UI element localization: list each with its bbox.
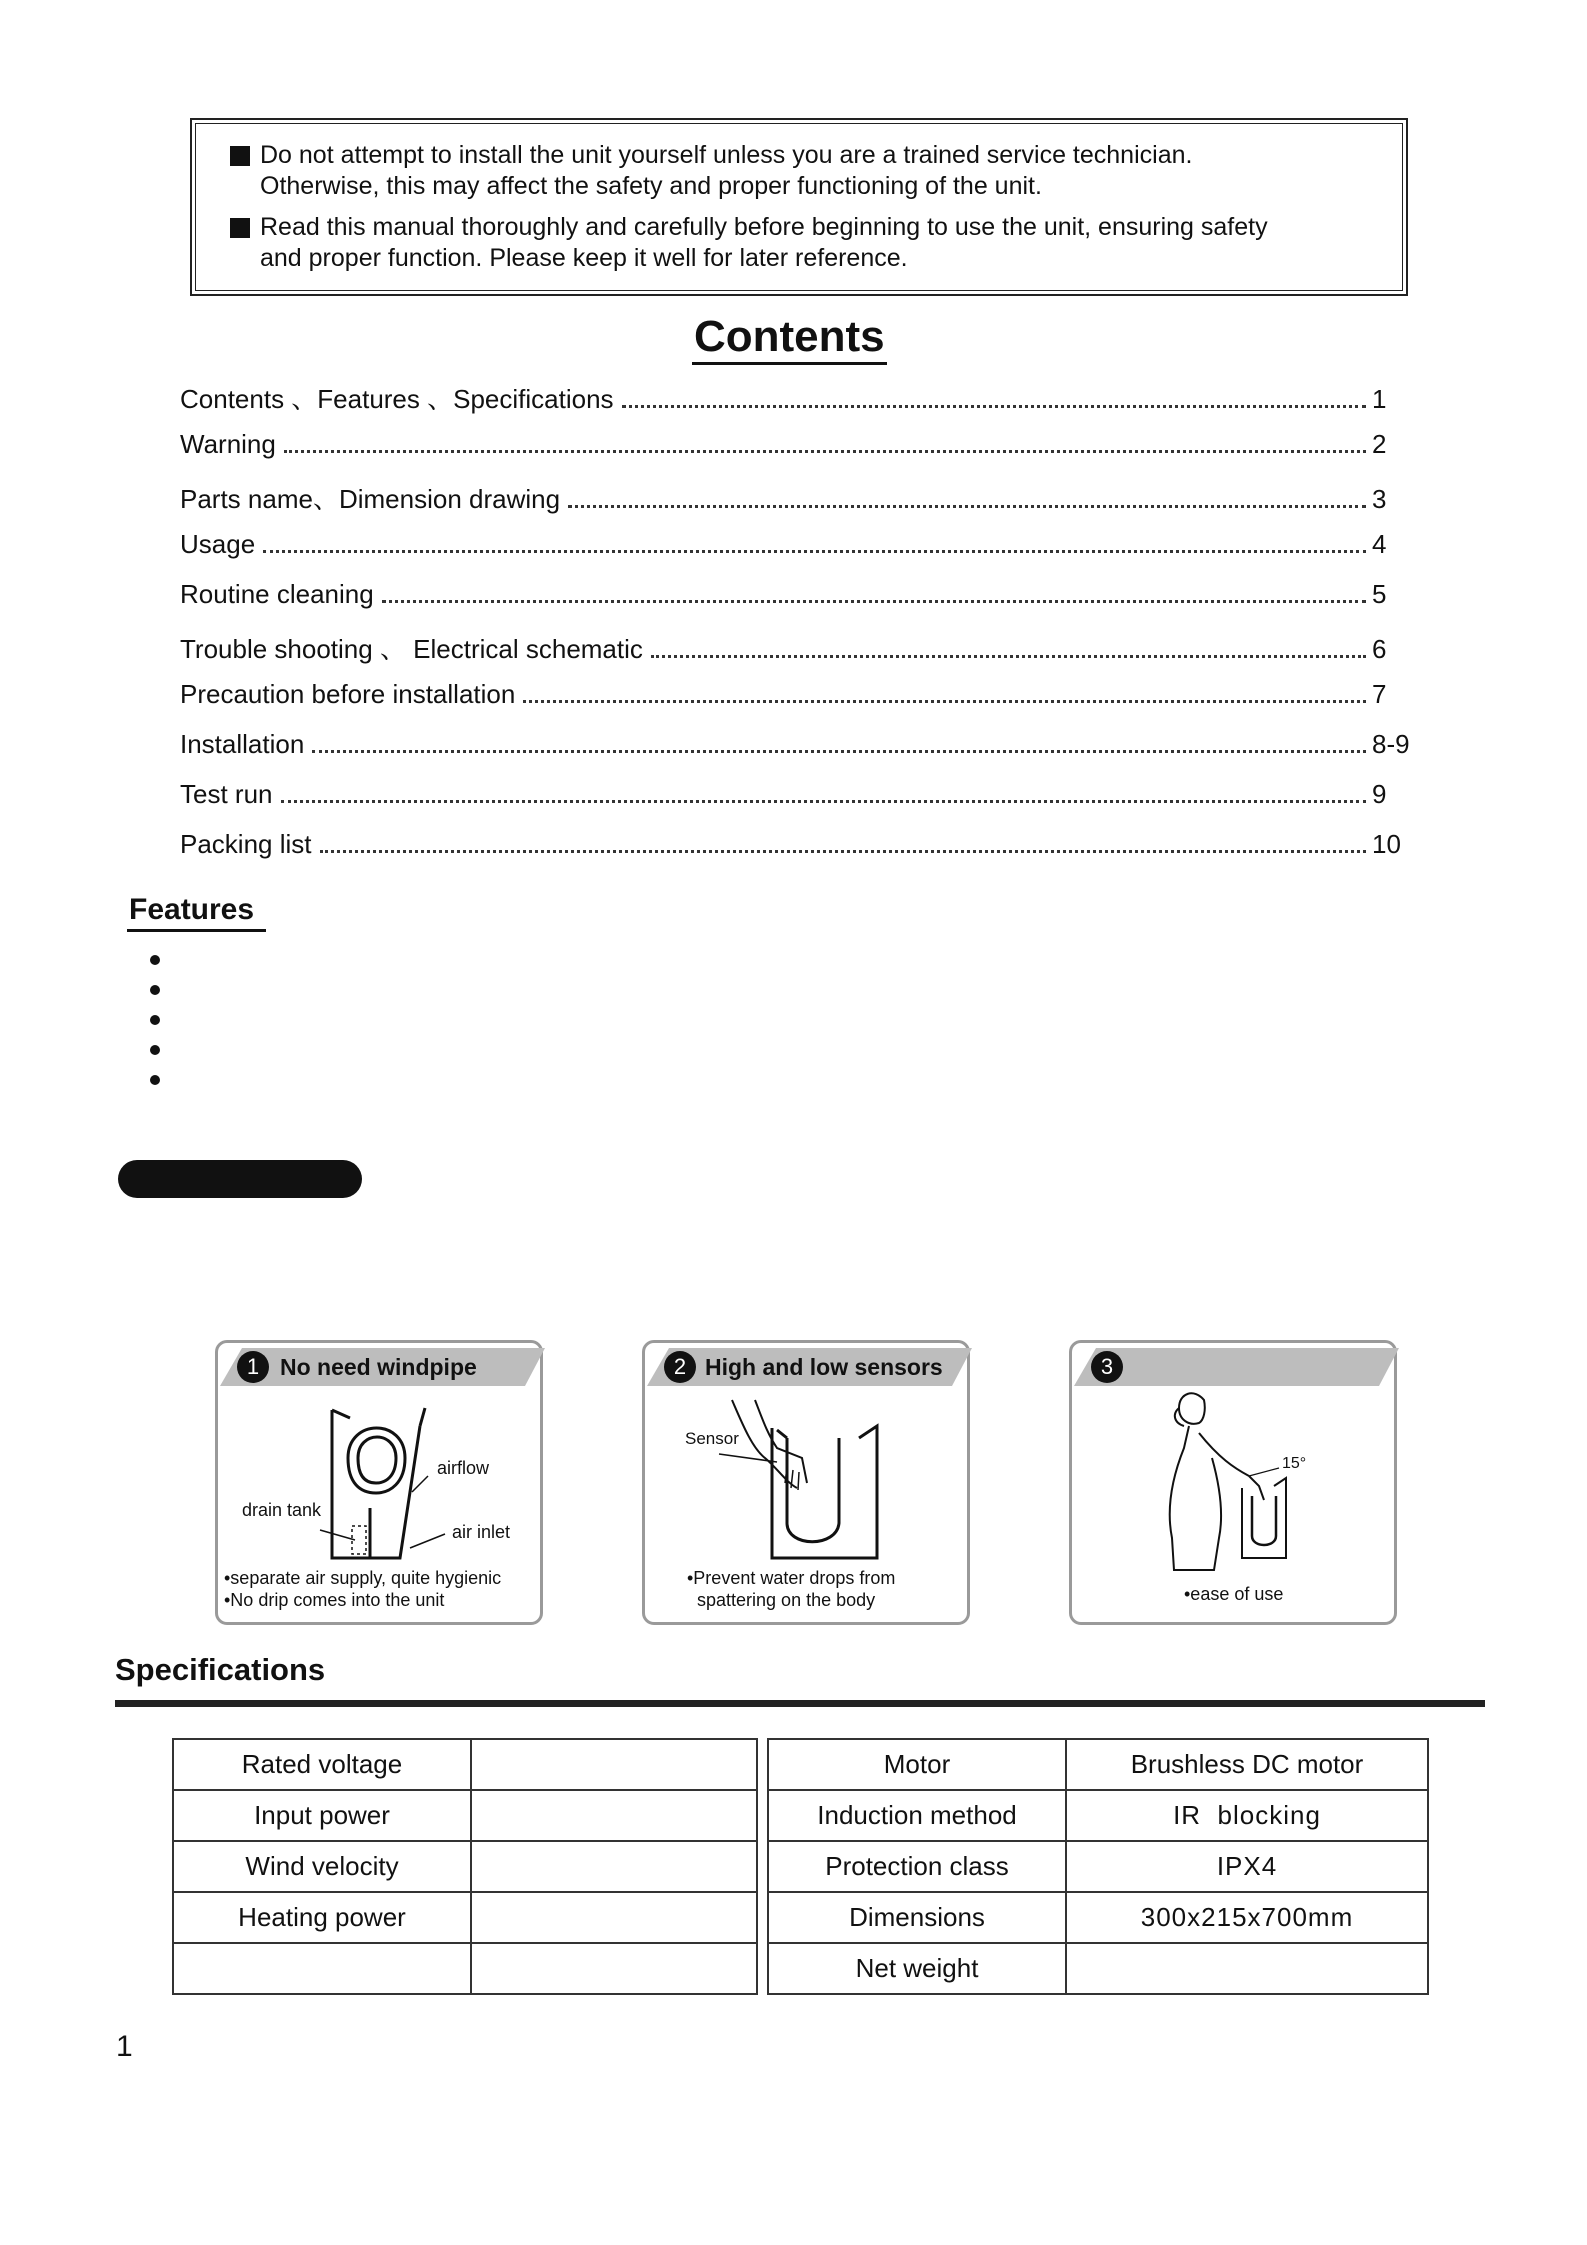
table-row: Heating power	[173, 1892, 757, 1943]
feature-card-3-graphic	[1054, 1308, 1414, 1628]
square-bullet-icon	[230, 218, 250, 238]
leader-dots	[622, 405, 1366, 408]
table-row: Protection class IPX4	[768, 1841, 1428, 1892]
toc-row[interactable]: Trouble shooting 、 Electrical schematic 6	[180, 634, 1387, 664]
svg-text:3: 3	[1100, 1354, 1114, 1379]
bullet-icon	[150, 985, 160, 995]
leader-dots	[281, 800, 1367, 803]
features-title: Features	[127, 893, 266, 932]
svg-text:drain tank: drain tank	[242, 1500, 322, 1520]
toc-row[interactable]: Packing list 10	[180, 829, 1401, 859]
table-row: Dimensions 300x215x700mm	[768, 1892, 1428, 1943]
specifications-title: Specifications	[115, 1652, 326, 1687]
toc-row[interactable]: Precaution before installation 7	[180, 679, 1387, 709]
page-number: 1	[116, 2030, 133, 2063]
leader-dots	[263, 550, 1366, 553]
toc-row[interactable]: Usage 4	[180, 529, 1387, 559]
feature-card-1-graphic	[200, 1308, 560, 1628]
table-row: Motor Brushless DC motor	[768, 1739, 1428, 1790]
leader-dots	[284, 450, 1366, 453]
square-bullet-icon	[230, 146, 250, 166]
svg-text:•No drip comes into the unit: •No drip comes into the unit	[224, 1590, 445, 1610]
toc-row[interactable]: Warning 2	[180, 429, 1387, 459]
notice-box	[190, 118, 1408, 296]
bullet-icon	[150, 955, 160, 965]
notice-item	[230, 140, 1372, 202]
svg-text:airflow: airflow	[437, 1458, 490, 1478]
toc-row[interactable]: Parts name、Dimension drawing 3	[180, 484, 1387, 514]
bullet-icon	[150, 1075, 160, 1085]
spec-table-left	[172, 1738, 758, 1995]
hand-sensor-icon	[732, 1400, 877, 1558]
svg-text:2: 2	[673, 1354, 687, 1379]
notice-text: Do not attempt to install the unit yourself unless you are a trained service technician.	[260, 141, 1193, 169]
svg-text:High and low sensors: High and low sensors	[705, 1354, 943, 1380]
notice-text: and proper function. Please keep it well for later reference.	[260, 244, 908, 272]
toc-row[interactable]: Contents 、Features 、Specifications 1	[180, 384, 1387, 414]
leader-dots	[523, 700, 1366, 703]
notice-text: Read this manual thoroughly and carefully before beginning to use the unit, ensuring safety	[260, 213, 1268, 241]
table-row	[173, 1943, 757, 1994]
table-row: Rated voltage	[173, 1739, 757, 1790]
person-using-dryer-icon	[1170, 1393, 1286, 1570]
section-rule	[115, 1700, 1485, 1707]
leader-dots	[651, 655, 1366, 658]
leader-dots	[568, 505, 1366, 508]
features-bullet-list	[150, 955, 160, 1105]
leader-dots	[312, 750, 1366, 753]
dryer-airflow-icon	[332, 1408, 425, 1558]
table-row: Induction method IR blocking	[768, 1790, 1428, 1841]
svg-text:15°: 15°	[1282, 1455, 1307, 1472]
toc-row[interactable]: Routine cleaning 5	[180, 579, 1387, 609]
spec-table-right	[767, 1738, 1429, 1995]
svg-text:Sensor: Sensor	[685, 1429, 739, 1448]
leader-dots	[382, 600, 1366, 603]
contents-title: Contents	[692, 312, 887, 365]
svg-text:•separate air supply, quite hy: •separate air supply, quite hygienic	[224, 1568, 502, 1588]
svg-text:1: 1	[246, 1354, 260, 1379]
notice-text: Otherwise, this may affect the safety and proper functioning of the unit.	[260, 172, 1042, 200]
table-row: Wind velocity	[173, 1841, 757, 1892]
feature-card-2-graphic	[627, 1308, 987, 1628]
section-pill-label	[118, 1160, 362, 1198]
table-of-contents	[180, 379, 1410, 879]
bullet-icon	[150, 1045, 160, 1055]
toc-row[interactable]: Installation 8-9	[180, 729, 1410, 759]
svg-text:air inlet: air inlet	[452, 1522, 511, 1542]
bullet-icon	[150, 1015, 160, 1025]
svg-text:•Prevent water drops from: •Prevent water drops from	[687, 1568, 896, 1588]
svg-text:No need windpipe: No need windpipe	[280, 1354, 477, 1380]
leader-dots	[320, 850, 1367, 853]
toc-row[interactable]: Test run 9	[180, 779, 1387, 809]
svg-text:spattering on the body: spattering on the body	[687, 1590, 876, 1610]
table-row: Net weight	[768, 1943, 1428, 1994]
table-row: Input power	[173, 1790, 757, 1841]
notice-item	[230, 212, 1372, 274]
svg-text:•ease of use: •ease of use	[1184, 1584, 1284, 1604]
